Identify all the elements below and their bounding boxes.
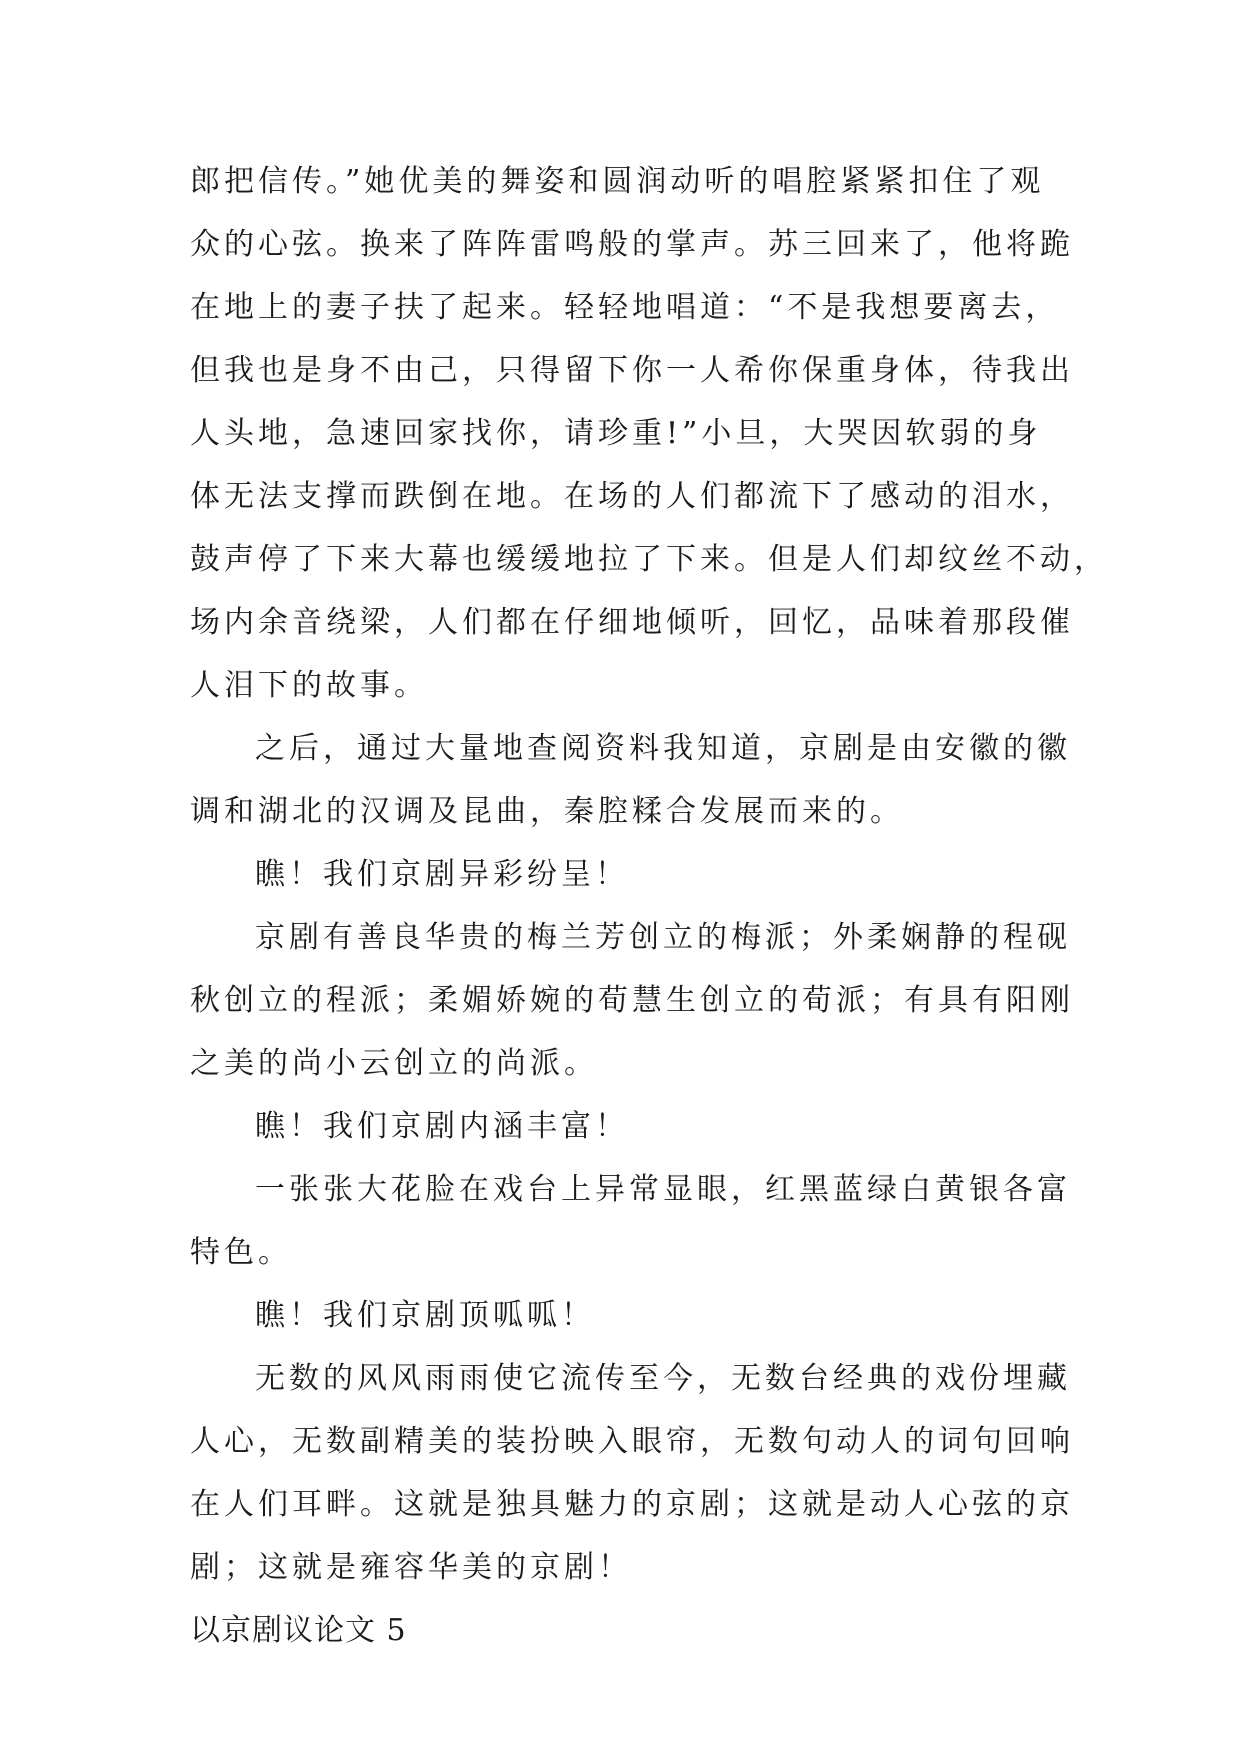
text-line: 瞧！我们京剧内涵丰富！	[255, 1109, 629, 1144]
text-line: 众的心弦。换来了阵阵雷鸣般的掌声。苏三回来了，他将跪	[190, 227, 1074, 262]
section-heading: 以京剧议论文 5	[190, 1613, 407, 1648]
text-line: 之美的尚小云创立的尚派。	[190, 1046, 598, 1081]
text-line: 人头地，急速回家找你，请珍重!”小旦，大哭因软弱的身	[190, 416, 1042, 451]
text-line: 瞧！我们京剧顶呱呱！	[255, 1298, 595, 1333]
text-line: 鼓声停了下来大幕也缓缓地拉了下来。但是人们却纹丝不动，	[190, 542, 1108, 577]
text-line: 场内余音绕梁，人们都在仔细地倾听，回忆，品味着那段催	[190, 605, 1074, 640]
text-line: 之后，通过大量地查阅资料我知道，京剧是由安徽的徽	[255, 731, 1071, 766]
text-line: 一张张大花脸在戏台上异常显眼，红黑蓝绿白黄银各富	[255, 1172, 1071, 1207]
text-line: 但我也是身不由己，只得留下你一人希你保重身体，待我出	[190, 353, 1074, 388]
text-line: 人泪下的故事。	[190, 668, 428, 703]
text-line: 剧；这就是雍容华美的京剧！	[190, 1550, 632, 1585]
text-line: 京剧有善良华贵的梅兰芳创立的梅派；外柔娴静的程砚	[255, 920, 1071, 955]
body-text	[190, 150, 1108, 1662]
text-line: 郎把信传。”她优美的舞姿和圆润动听的唱腔紧紧扣住了观	[190, 164, 1045, 199]
text-line: 无数的风风雨雨使它流传至今，无数台经典的戏份埋藏	[255, 1361, 1071, 1396]
text-line: 特色。	[190, 1235, 292, 1270]
text-line: 在人们耳畔。这就是独具魅力的京剧；这就是动人心弦的京	[190, 1487, 1074, 1522]
text-line: 体无法支撑而跌倒在地。在场的人们都流下了感动的泪水，	[190, 479, 1074, 514]
text-line: 人心，无数副精美的装扮映入眼帘，无数句动人的词句回响	[190, 1424, 1074, 1459]
text-line: 瞧！我们京剧异彩纷呈！	[255, 857, 629, 892]
text-line: 秋创立的程派；柔媚娇婉的荀慧生创立的荀派；有具有阳刚	[190, 983, 1074, 1018]
text-line: 调和湖北的汉调及昆曲，秦腔糅合发展而来的。	[190, 794, 904, 829]
text-line: 在地上的妻子扶了起来。轻轻地唱道：“不是我想要离去，	[190, 290, 1060, 325]
